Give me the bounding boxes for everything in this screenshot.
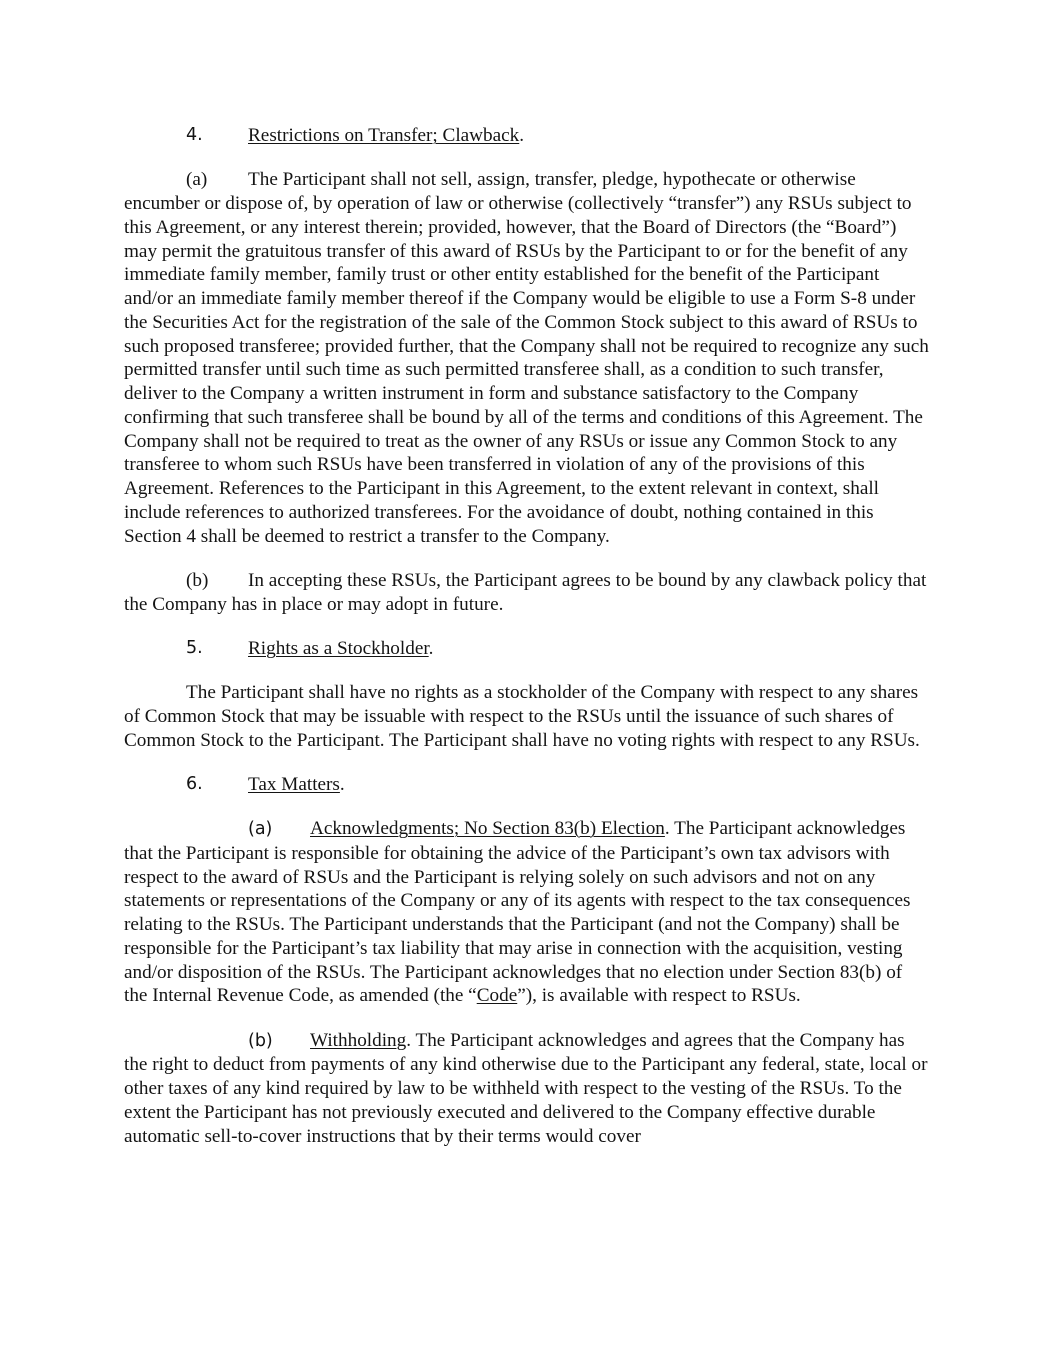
section-6-title: Tax Matters	[248, 773, 340, 795]
section-6a-paragraph	[124, 817, 930, 1008]
section-6a-title: Acknowledgments; No Section 83(b) Election	[310, 818, 665, 839]
section-6a-marker: (a)	[248, 819, 273, 839]
section-4-heading	[124, 124, 930, 148]
section-5-number: 5.	[186, 637, 203, 658]
section-4a-text: The Participant shall not sell, assign, transfer, pledge, hypothecate or otherwise encumber or dispose of, by operation of law or otherwise (collectively “transfer”) any RSUs subject to this Agreement, or any interest therein; provided, however, that the Board of Directors (the “Board”) may permit the gratuitous transfer of this award of RSUs by the Participant to or for the benefit of any immediate family member, family trust or other entity established for the benefit of the Participant and/or an immediate family member thereof if the Company would be eligible to use a Form S-8 under the Securities Act for the registration of the sale of the Common Stock subject to this award of RSUs to such proposed transferee; provided further, that the Company shall not be required to recognize any such permitted transfer until such time as such permitted transferee shall, as a condition to such transfer, deliver to the Company a written instrument in form and substance satisfactory to the Company confirming that such transferee shall be bound by all of the terms and conditions of this Agreement. The Company shall not be required to treat as the owner of any RSUs or issue any Common Stock to any transferee to whom such RSUs have been transferred in violation of any of the provisions of this Agreement. References to the Participant in this Agreement, to the extent relevant in context, shall include references to authorized transferees. For the avoidance of doubt, nothing contained in this Section 4 shall be deemed to restrict a transfer to the Company.	[124, 169, 929, 547]
section-4b-text: In accepting these RSUs, the Participant agrees to be bound by any clawback policy that the Company has in place or may adopt in future.	[124, 569, 927, 615]
document-page	[124, 124, 930, 1169]
section-6b-paragraph	[124, 1029, 930, 1149]
section-5-text: The Participant shall have no rights as a stockholder of the Company with respect to any shares of Common Stock that may be issuable with respect to the RSUs until the issuance of such shares of Common Stock to the Participant. The Participant shall have no voting rights with respect to any RSUs.	[124, 682, 920, 751]
section-6a-text-after-code: ”), is available with respect to RSUs.	[517, 985, 801, 1007]
section-6b-marker: (b)	[248, 1030, 273, 1051]
code-defined-term: Code	[476, 985, 518, 1007]
section-6b-title: Withholding	[310, 1029, 407, 1051]
section-6-title-period: .	[339, 773, 345, 795]
section-6-number: 6.	[186, 773, 203, 794]
section-5-heading	[124, 637, 930, 661]
section-4b-marker: (b)	[186, 569, 209, 591]
section-4a-paragraph	[124, 168, 930, 548]
section-5-paragraph	[124, 681, 930, 752]
section-4-number: 4.	[186, 125, 203, 145]
section-6b-text: . The Participant acknowledges and agrees that the Company has the right to deduct from payments of any kind otherwise due to the Participant any federal, state, local or other taxes of any kind required by law to be withheld with respect to the vesting of the RSUs. To the extent the Participant has not previously executed and delivered to the Company effective durable automatic sell-to-cover instructions that by their terms would cover	[124, 1029, 928, 1147]
section-4a-marker: (a)	[186, 169, 208, 191]
section-4-title: Restrictions on Transfer; Clawback	[248, 125, 520, 146]
section-5-title-period: .	[428, 637, 434, 659]
section-4-title-period: .	[519, 125, 525, 146]
section-6a-text-before-code: . The Participant acknowledges that the Participant is responsible for obtaining the advice of the Participant’s own tax advisors with respect to the award of RSUs and the Participant is relying solely on such advisors and not on any statements or representations of the Company or any of its agents with respect to the tax consequences relating to the RSUs. The Participant understands that the Participant (and not the Company) shall be responsible for the Participant’s tax liability that may arise in connection with the acquisition, vesting and/or disposition of the RSUs. The Participant acknowledges that no election under Section 83(b) of the Internal Revenue Code, as amended (the “	[124, 818, 911, 1007]
section-6-heading	[124, 773, 930, 797]
section-4b-paragraph	[124, 569, 930, 617]
section-5-title: Rights as a Stockholder	[248, 637, 429, 659]
